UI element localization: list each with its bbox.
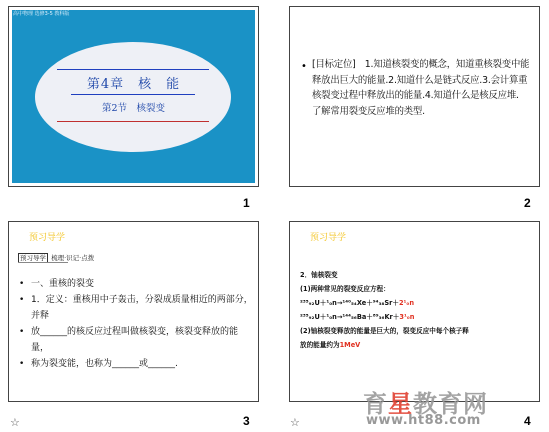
slide-heading: 预习导学 xyxy=(310,233,347,243)
watermark-logo: 育星教育网 xyxy=(363,390,488,418)
answer-1: 2¹₀n xyxy=(398,299,415,307)
content-line: 2．铀核裂变 xyxy=(300,271,338,279)
slide-thumbnail-4[interactable] xyxy=(289,221,540,402)
list-item: • 1．定义：重核用中子轰击，分裂成质量相近的两部分，并释 xyxy=(19,295,253,321)
content-line: (1)两种常见的裂变反应方程： xyxy=(300,285,390,293)
title-rule-middle xyxy=(71,94,195,95)
list-item: • 称为裂变能，也称为______或______. xyxy=(19,359,178,369)
section-tag-label: 预习导学 xyxy=(20,254,46,262)
title-ellipse xyxy=(35,42,231,152)
content-line: (2)铀核裂变释放的能量是巨大的，裂变反应中每个核子释 xyxy=(300,327,469,335)
page-number-2: 2 xyxy=(524,196,531,210)
star-icon: ☆ xyxy=(290,416,300,429)
slide-thumbnail-2[interactable] xyxy=(289,6,540,187)
content-line: ²³⁵₉₂U＋¹₀n→¹⁴⁰₅₄Xe＋⁹⁴₃₈Sr＋2¹₀n xyxy=(300,299,415,307)
list-item: • 放______的核反应过程叫做核裂变，核裂变释放的能量， xyxy=(19,327,239,353)
content-body xyxy=(300,268,536,352)
watermark-url: www.ht88.com xyxy=(366,413,481,428)
page-number-4: 4 xyxy=(524,414,531,428)
answer-2: 3¹₀n xyxy=(399,313,415,321)
list-item: • 一、重核的裂变 xyxy=(19,279,95,289)
title-rule-bottom xyxy=(57,121,209,122)
content-line: ²³⁵₉₂U＋¹₀n→¹⁴⁴₅₆Ba＋⁸⁹₃₆Kr＋3¹₀n xyxy=(300,313,415,321)
page-number-1: 1 xyxy=(243,196,250,210)
content-line: 放的能量约为1MeV xyxy=(300,341,361,349)
slide-thumbnail-1[interactable] xyxy=(8,6,259,187)
objectives-text: [目标定位] 1.知道核裂变的概念，知道重核裂变中能释放出巨大的能量.2.知道什么是链式反应.3.会计算重核裂变过程中释放出的能量.4.知道什么是核反应堆．了解常用裂变反应堆的类型. xyxy=(312,59,530,117)
answer-3: 1MeV xyxy=(339,341,361,349)
star-icon: ☆ xyxy=(10,416,20,429)
content-list xyxy=(19,276,255,372)
bullet-icon: • xyxy=(301,61,307,72)
section-title: 第2节 核裂变 xyxy=(101,103,166,114)
slide-heading: 预习导学 xyxy=(29,233,66,243)
section-tag-suffix: 梳理·识记·点拨 xyxy=(51,254,95,262)
course-header: 高中物理 选修3-5 教科版 xyxy=(13,11,70,17)
page-number-3: 3 xyxy=(243,414,250,428)
title-rule-top xyxy=(57,69,209,70)
section-tag xyxy=(18,253,95,262)
section-tag-rule xyxy=(18,262,68,263)
chapter-title: 第4章 核 能 xyxy=(86,77,181,92)
slide-thumbnail-3[interactable] xyxy=(8,221,259,402)
